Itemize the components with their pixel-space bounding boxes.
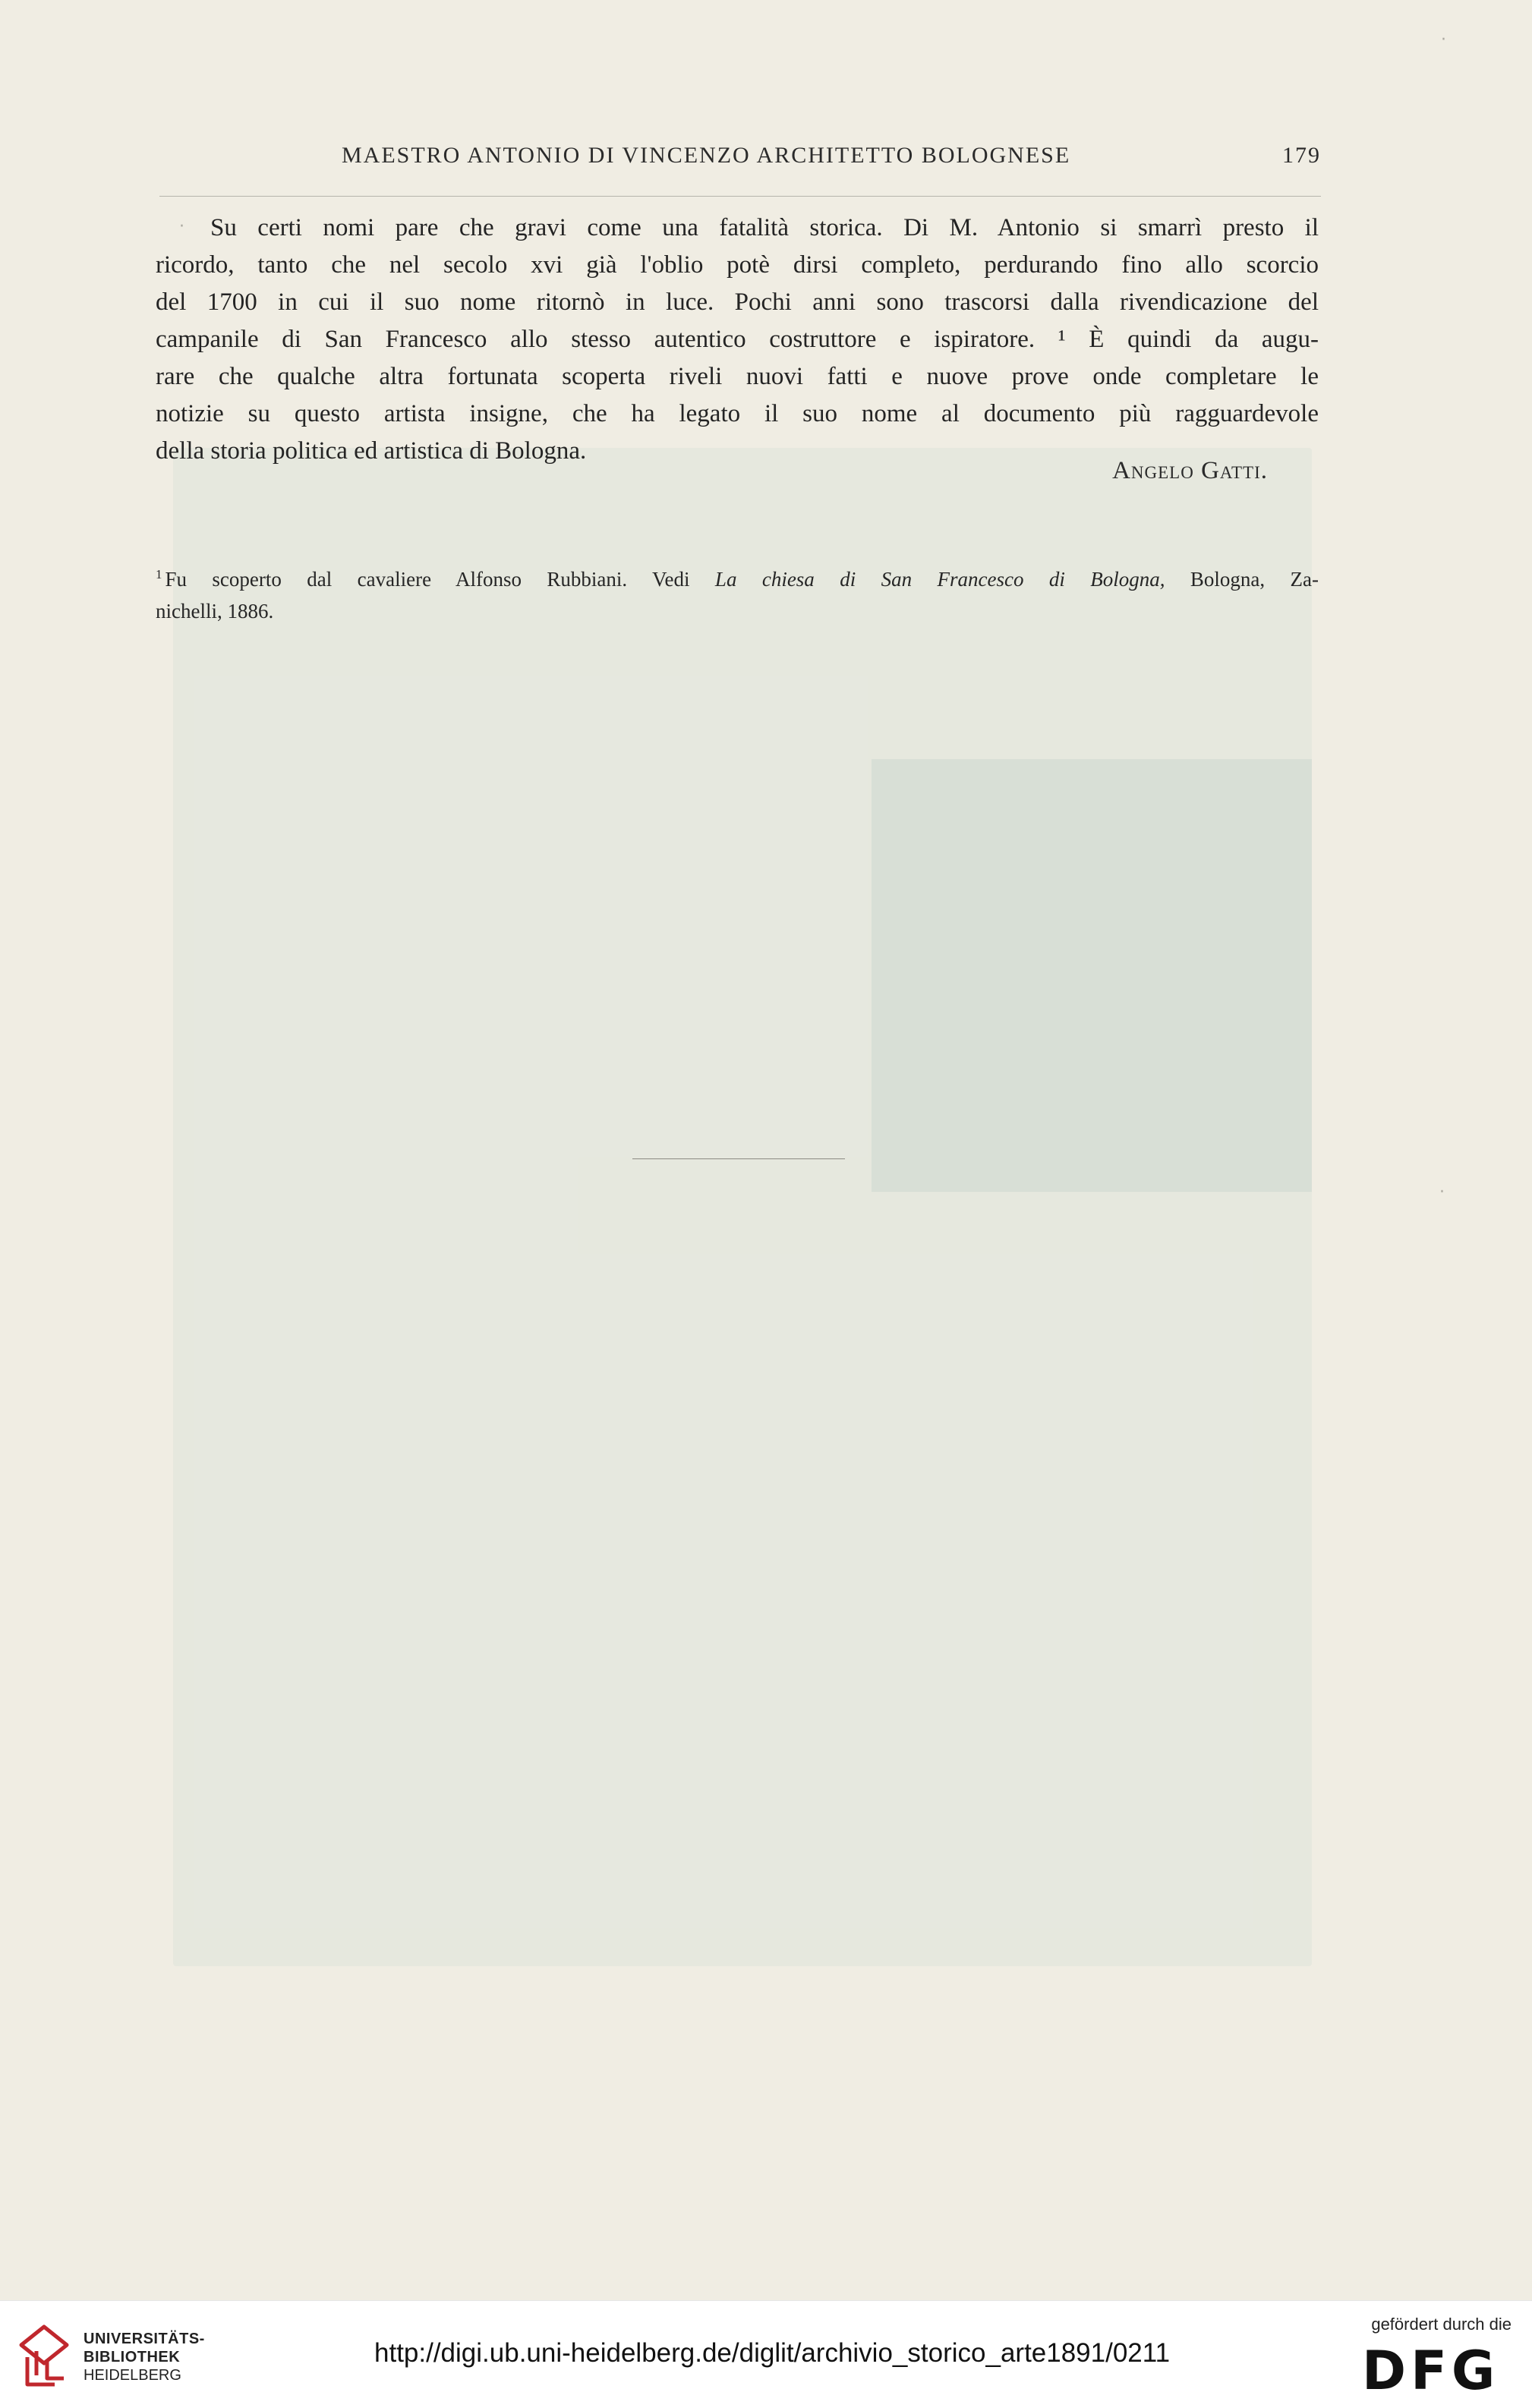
- page-number: 179: [1282, 143, 1321, 168]
- running-title: MAESTRO ANTONIO DI VINCENZO ARCHITETTO BOLOGNESE: [342, 143, 1071, 168]
- footnote-line: nichelli, 1886.: [156, 600, 274, 622]
- library-name-line: HEIDELBERG: [84, 2367, 181, 2384]
- footnote-text: Bologna, Za-: [1165, 568, 1319, 591]
- body-line: campanile di San Francesco allo stesso autentico costruttore e ispiratore. ¹ È quindi da augu-: [156, 326, 1319, 353]
- body-line: rare che qualche altra fortunata scoperta riveli nuovi fatti e nuove prove onde completare le: [156, 363, 1319, 390]
- library-name-line: UNIVERSITÄTS-: [84, 2331, 205, 2347]
- footnote-line: [156, 559, 1319, 595]
- paper-speck: ·: [1439, 1183, 1445, 1202]
- paper-speck: ·: [179, 217, 184, 236]
- body-line: notizie su questo artista insigne, che ha legato il suo nome al documento più ragguardevole: [156, 400, 1319, 427]
- header-rule: [159, 196, 1321, 197]
- show-through-text-block: [173, 448, 1312, 1966]
- body-line: del 1700 in cui il suo nome ritornò in luce. Pochi anni sono trascorsi dalla rivendicazione del: [156, 288, 1319, 316]
- body-line: Su certi nomi pare che gravi come una fatalità storica. Di M. Antonio si smarrì presto il: [210, 214, 1319, 241]
- running-header: [159, 143, 1321, 173]
- footnote: [156, 559, 1319, 627]
- footnote-text: Fu scoperto dal cavaliere Alfonso Rubbiani. Vedi: [165, 568, 715, 591]
- body-paragraph: [156, 210, 1319, 470]
- library-name: [84, 2330, 205, 2384]
- body-line: della storia politica ed artistica di Bologna.: [156, 437, 587, 465]
- university-library-logo-icon: [17, 2315, 71, 2391]
- body-line: ricordo, tanto che nel secolo xvi già l'oblio potè dirsi completo, perdurando fino allo scorcio: [156, 251, 1319, 279]
- library-name-line: BIBLIOTHEK: [84, 2349, 181, 2365]
- show-through-ornament: [872, 759, 1312, 1192]
- digitization-footer: [0, 2300, 1532, 2408]
- permalink-url[interactable]: http://digi.ub.uni-heidelberg.de/diglit/archivio_storico_arte1891/0211: [374, 2338, 1171, 2368]
- footnote-cited-title: La chiesa di San Francesco di Bologna,: [714, 568, 1165, 591]
- footnote-marker: 1: [156, 567, 162, 582]
- funding-caption: gefördert durch die: [1371, 2315, 1512, 2334]
- author-signature: Angelo Gatti.: [1112, 457, 1268, 484]
- end-rule: [632, 1158, 845, 1159]
- dfg-logo: DFG: [1362, 2340, 1500, 2402]
- paper-speck: ·: [1441, 30, 1446, 49]
